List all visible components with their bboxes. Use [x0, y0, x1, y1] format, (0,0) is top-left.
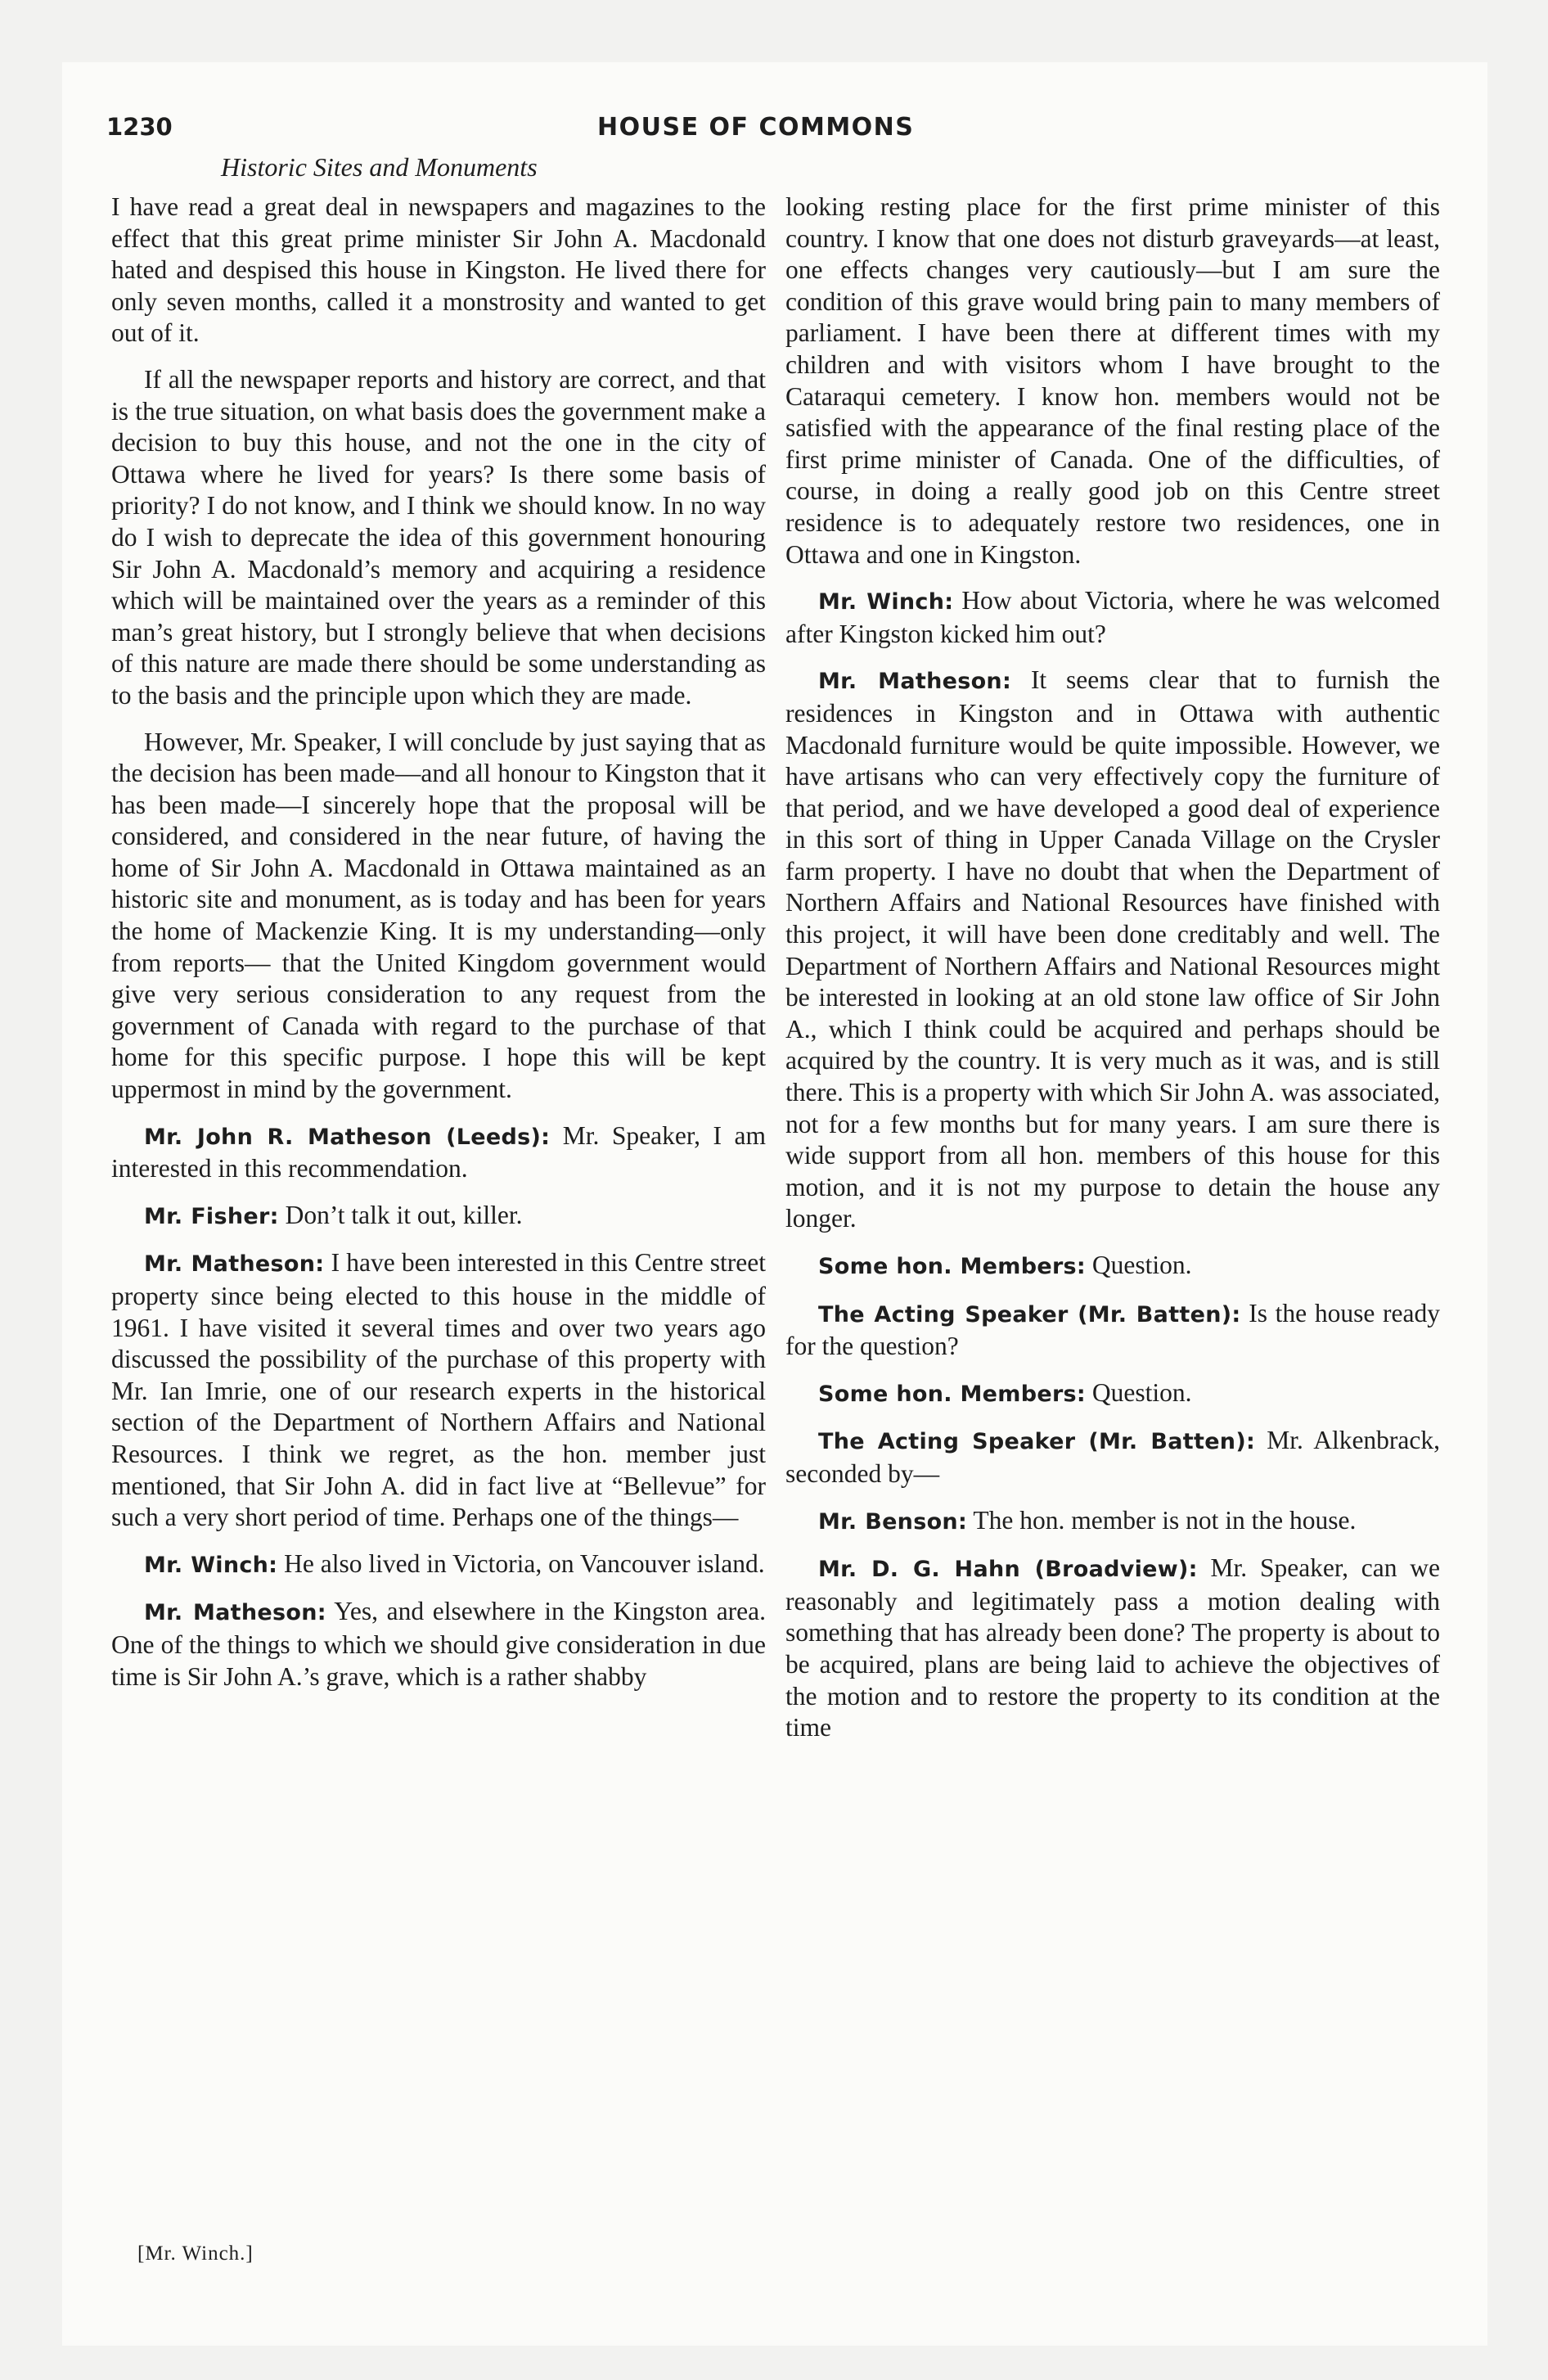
speech-text: Don’t talk it out, killer. — [285, 1200, 523, 1229]
paragraph: However, Mr. Speaker, I will conclude by just saying that as the decision has been made—and all honour to Kingston that it has been made—I sincerely hope that the proposal will be considered, and considered in the near future, of having the home of Sir John A. Macdonald in Ottawa maintained as an historic site and monument, as is today and has been for years the home of Mackenzie King. It is my understanding—only from reports— that the United Kingdom government would give very serious consideration to any request from the government of Canada with regard to the purchase of that home for this specific purpose. I hope this will be kept uppermost in mind by the government. — [111, 727, 766, 1104]
speech-text: He also lived in Victoria, on Vancouver island. — [284, 1548, 765, 1578]
paragraph: looking resting place for the first prime minister of this country. I know that one does not disturb graveyards—at least, one effects changes very cautiously—but I am sure the condition of this grave would bring pain to many members of parliament. I have been there at different times with my children and with visitors whom I have brought to the Cataraqui cemetery. I know hon. members would not be satisfied with the appearance of the final resting place of the first prime minister of Canada. One of the difficulties, of course, in doing a really good job on this Centre street residence is to adequately restore two residences, one in Ottawa and one in Kingston. — [785, 192, 1440, 569]
speaker-name: The Acting Speaker (Mr. Batten): — [818, 1429, 1256, 1455]
speaker-name: Mr. John R. Matheson (Leeds): — [144, 1124, 551, 1150]
paragraph: If all the newspaper reports and history are correct, and that is the true situation, on what basis does the government make a decision to buy this house, and not the one in the city of Ottawa where he lived for years? Is there some basis of priority? I do not know, and I think we should know. In no way do I wish to deprecate the idea of this government honouring Sir John A. Macdonald’s memory and acquiring a residence which will be maintained over the years as a reminder of this man’s great history, but I strongly believe that when decisions of this nature are made there should be some understanding as to the basis and the principle upon which they are made. — [111, 364, 766, 710]
speech — [111, 1120, 766, 1185]
speech — [111, 1247, 766, 1533]
speaker-name: Mr. Winch: — [144, 1552, 278, 1578]
speaker-name: Mr. Matheson: — [818, 669, 1012, 695]
speaker-name: Some hon. Members: — [818, 1254, 1087, 1279]
speaker-name: Mr. D. G. Hahn (Broadview): — [818, 1557, 1198, 1583]
speech-text: It seems clear that to furnish the residences in Kingston and in Ottawa with authentic Macdonald furniture would be quite impossible. However, we have artisans who can very effectively copy the furniture of that period, and we have developed a good deal of experience in this sort of thing in Upper Canada Village on the Crysler farm property. I have no doubt that when the Department of Northern Affairs and National Resources have finished with this project, it will have been done creditably and well. The Department of Northern Affairs and National Resources might be interested in looking at an old stone law office of Sir John A., which I think could be acquired and perhaps should be acquired by the country. It is very much as it was, and is still there. This is a property with which Sir John A. was associated, not for a few months but for many years. I am sure there is wide support from all hon. members of this house for this motion, and it is not my purpose to detain the house any longer. — [785, 665, 1441, 1233]
speaker-name: Mr. Winch: — [818, 589, 954, 615]
speech — [785, 1505, 1440, 1539]
left-column — [111, 192, 766, 1707]
speaker-name: Mr. Matheson: — [144, 1600, 326, 1626]
running-head: HOUSE OF COMMONS — [597, 113, 915, 142]
speech-text: I have been interested in this Centre street property since being elected to this house in the middle of 1961. I have visited it several times and over two years ago discussed the possibility of the purchase of this property with Mr. Ian Imrie, one of our research experts in the historical section of the Department of Northern Affairs and National Resources. I think we regret, as the hon. member just mentioned, that Sir John A. did in fact live at “Bellevue” for such a very short period of time. Perhaps one of the things— — [111, 1248, 767, 1532]
speech — [785, 1298, 1440, 1363]
speech-text: Mr. Speaker, can we reasonably and legitimately pass a motion dealing with something that has already been done? The property is about to be acquired, plans are being laid to achieve the objectives of the motion and to restore the property to its condition at the time — [785, 1553, 1440, 1742]
right-column — [785, 192, 1440, 1759]
speaker-name: Some hon. Members: — [818, 1381, 1087, 1407]
speech — [785, 585, 1440, 650]
speech-text: Is the house ready for the question? — [785, 1298, 1441, 1361]
speech-text: The hon. member is not in the house. — [973, 1505, 1357, 1535]
speech — [111, 1548, 766, 1582]
speech — [785, 1377, 1440, 1411]
speaker-name: Mr. Fisher: — [144, 1203, 279, 1229]
section-heading: Historic Sites and Monuments — [221, 152, 538, 182]
footer-note: [Mr. Winch.] — [137, 2243, 254, 2265]
speaker-name: Mr. Matheson: — [144, 1251, 325, 1278]
speech — [111, 1200, 766, 1233]
speech-text: Question. — [1091, 1377, 1192, 1407]
speech-text: Mr. Speaker, I am interested in this recommendation. — [111, 1120, 766, 1183]
speech-text: How about Victoria, where he was welcomed after Kingston kicked him out? — [785, 586, 1440, 648]
paragraph: I have read a great deal in newspapers and magazines to the effect that this great prime minister Sir John A. Macdonald hated and despised this house in Kingston. He lived there for only seven months, called it a monstrosity and wanted to get out of it. — [111, 192, 766, 348]
speech — [785, 1553, 1440, 1744]
speech — [785, 1250, 1440, 1283]
speaker-name: Mr. Benson: — [818, 1508, 968, 1535]
speech — [111, 1596, 766, 1693]
speech — [785, 665, 1440, 1235]
speech-text: Question. — [1091, 1251, 1192, 1279]
speech-text: Yes, and elsewhere in the Kingston area. One of the things to which we should give consideration in due time is Sir John A.’s grave, which is a rather shabby — [111, 1597, 766, 1691]
speaker-name: The Acting Speaker (Mr. Batten): — [818, 1301, 1241, 1327]
speech — [785, 1425, 1440, 1490]
page-header — [106, 113, 957, 156]
speech-text: Mr. Alkenbrack, seconded by— — [785, 1426, 1440, 1488]
page-number: 1230 — [106, 113, 173, 141]
